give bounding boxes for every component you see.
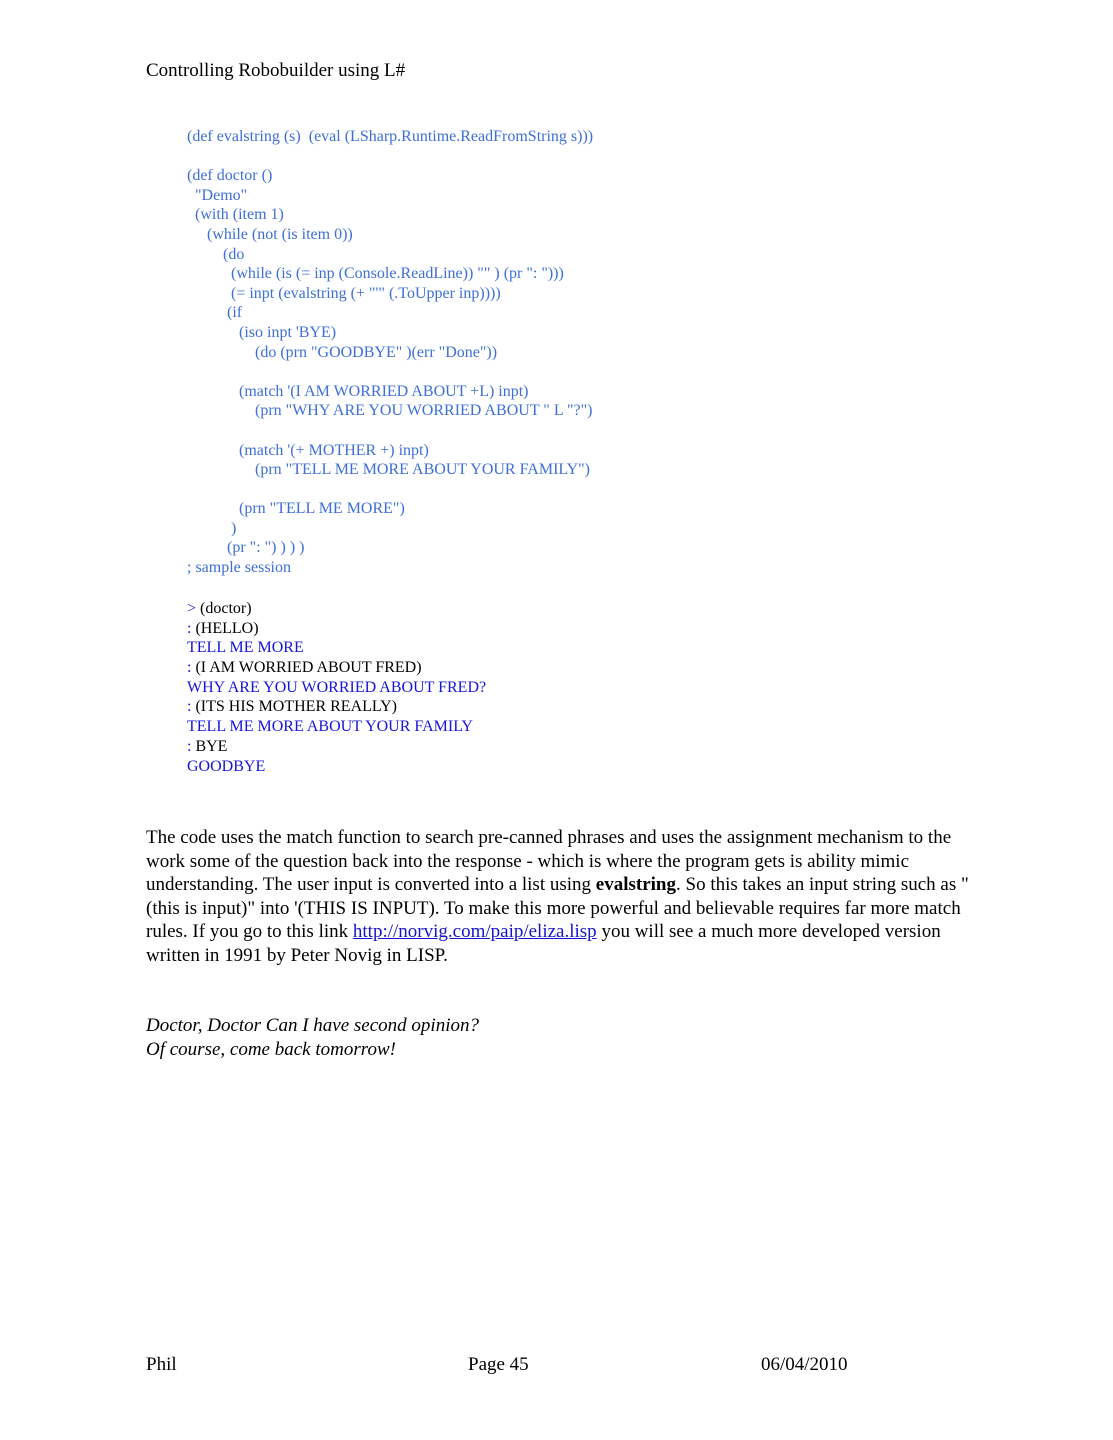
session-line-input (187, 697, 486, 717)
footer-date: 06/04/2010 (761, 1354, 848, 1375)
session-line-input (187, 737, 486, 757)
body-paragraph (146, 826, 976, 967)
code-line: (def evalstring (s) (eval (LSharp.Runtime.ReadFromString s))) (187, 128, 594, 145)
footer-page-number: Page 45 (468, 1354, 529, 1375)
code-line: (prn "TELL ME MORE") (187, 500, 405, 518)
session-line-input (187, 658, 486, 678)
session-line-response: GOODBYE (187, 757, 266, 775)
code-line (187, 362, 593, 382)
code-line: ) (187, 519, 237, 537)
code-line: (while (is (= inp (Console.ReadLine)) "" ) (pr ": "))) (187, 265, 564, 283)
code-line: (do (prn "GOODBYE" )(err "Done")) (187, 343, 498, 361)
code-block (187, 127, 593, 578)
user-input: BYE (191, 737, 228, 755)
sample-session (187, 599, 486, 776)
code-line: (if (187, 304, 243, 322)
joke-line: Of course, come back tomorrow! (146, 1039, 396, 1060)
code-line: (def doctor () (187, 167, 273, 185)
prompt-symbol: : (187, 619, 192, 637)
footer-author: Phil (146, 1354, 177, 1375)
session-line-response: TELL ME MORE (187, 639, 304, 657)
code-line (187, 421, 593, 441)
prompt-symbol: : (187, 737, 192, 755)
paragraph-bold-term: evalstring (595, 874, 676, 895)
user-input: (I AM WORRIED ABOUT FRED) (191, 659, 422, 677)
page-header-title: Controlling Robobuilder using L# (146, 60, 406, 81)
prompt-symbol: : (187, 698, 192, 716)
paragraph-text: . So this takes an input string such as "(this is input)" into '(THIS IS INPUT). To make this more powerful and believable requires far more match rules. If you go to this link (146, 874, 969, 942)
code-comment: ; sample session (187, 559, 291, 577)
code-line (187, 480, 593, 500)
code-line: (prn "TELL ME MORE ABOUT YOUR FAMILY") (187, 461, 590, 479)
session-line-input (187, 619, 486, 639)
code-line: (= inpt (evalstring (+ "'" (.ToUpper inp)))) (187, 284, 501, 302)
user-input: (HELLO) (191, 619, 259, 637)
code-line: (match '(I AM WORRIED ABOUT +L) inpt) (187, 382, 529, 400)
session-line-prompt (187, 599, 486, 619)
code-line: (with (item 1) (187, 206, 284, 224)
prompt-symbol: : (187, 659, 192, 677)
eliza-link[interactable]: http://norvig.com/paip/eliza.lisp (352, 921, 597, 942)
session-line-response: WHY ARE YOU WORRIED ABOUT FRED? (187, 678, 487, 696)
code-line: (pr ": ") ) ) ) (187, 539, 305, 557)
joke-block (146, 1014, 479, 1062)
user-input: (doctor) (196, 600, 252, 617)
prompt-symbol: > (187, 600, 197, 617)
joke-line: Doctor, Doctor Can I have second opinion? (146, 1015, 479, 1036)
paragraph-text: you will see a much more developed version written in 1991 by Peter Novig in LISP. (146, 921, 941, 966)
code-line: (do (187, 245, 245, 263)
code-line: (prn "WHY ARE YOU WORRIED ABOUT " L "?") (187, 402, 593, 420)
code-line: "Demo" (187, 186, 248, 204)
code-line: (match '(+ MOTHER +) inpt) (187, 441, 429, 459)
code-line: (iso inpt 'BYE) (187, 323, 337, 341)
code-line (187, 147, 593, 167)
paragraph-text: The code uses the match function to search pre-canned phrases and uses the assignment mechanism to the work some of the question back into the response - which is where the program gets is ability mimic understanding. The user input is converted into a list using (146, 827, 952, 895)
session-line-response: TELL ME MORE ABOUT YOUR FAMILY (187, 718, 473, 736)
code-line: (while (not (is item 0)) (187, 225, 353, 243)
user-input: (ITS HIS MOTHER REALLY) (191, 698, 397, 716)
